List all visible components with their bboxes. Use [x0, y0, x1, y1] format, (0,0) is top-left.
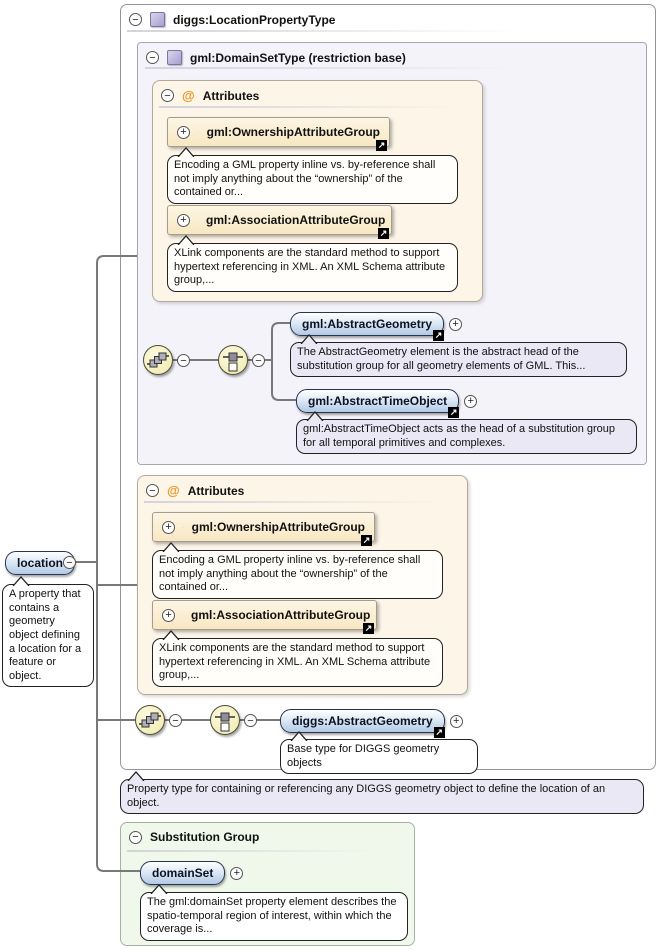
element-gml-abstract-time-object [296, 389, 477, 417]
header-separator [145, 67, 521, 69]
collapse-icon[interactable]: − [146, 484, 159, 497]
at-icon: @ [167, 483, 180, 498]
at-icon: @ [182, 88, 195, 103]
element-diggs-abstract-geometry [280, 709, 463, 737]
complextype-icon [167, 50, 182, 65]
link-arrow-icon[interactable]: ↗ [449, 407, 458, 417]
header-separator [127, 30, 523, 32]
bubble-tail [300, 334, 318, 344]
attribute-group-label: gml:AssociationAttributeGroup [206, 213, 386, 227]
collapse-icon[interactable]: − [129, 831, 142, 844]
link-arrow-icon[interactable]: ↗ [364, 623, 373, 633]
bubble-tail [306, 411, 324, 421]
element-domain-set [140, 861, 243, 885]
collapse-icon[interactable]: − [177, 354, 190, 367]
element-label: diggs:AbstractGeometry [292, 714, 433, 728]
choice-icon[interactable] [218, 345, 248, 375]
expand-icon[interactable]: + [177, 214, 190, 227]
element-pill[interactable] [280, 709, 445, 737]
collapse-icon[interactable]: − [252, 354, 265, 367]
collapse-icon[interactable]: − [63, 556, 76, 569]
attribute-group-association[interactable] [167, 205, 392, 238]
annotation-text: gml:AbstractTimeObject acts as the head of a substitution group for all temporal primitives and complexes. [303, 423, 616, 449]
element-label: gml:AbstractGeometry [302, 317, 433, 331]
annotation-text: Property type for containing or referencing any DIGGS geometry object to define the location of an object. [127, 783, 606, 809]
attribute-group-ownership[interactable] [152, 512, 375, 545]
expand-icon[interactable]: + [162, 521, 175, 534]
header-separator [159, 106, 459, 108]
restriction-base-header [138, 43, 646, 69]
annotation-text: XLink components are the standard method to support hypertext referencing in XML. An XML Schema attribute group,... [159, 642, 431, 682]
bubble-tail [177, 235, 195, 245]
element-label: location [17, 556, 64, 570]
element-gml-abstract-geometry [290, 312, 462, 340]
choice-icon[interactable] [210, 705, 240, 735]
annotation-text: The AbstractGeometry element is the abstract head of the substitution group for all geometry elements of GML. This... [297, 346, 586, 372]
link-arrow-icon[interactable]: ↗ [377, 140, 386, 150]
header-separator [127, 850, 377, 852]
bubble-tail [12, 576, 30, 586]
expand-icon[interactable]: + [449, 318, 462, 331]
complextype-title: diggs:LocationPropertyType [173, 12, 336, 27]
collapse-icon[interactable]: − [169, 714, 182, 727]
attribute-group-label: gml:OwnershipAttributeGroup [191, 520, 365, 534]
annotation-bubble [152, 638, 443, 687]
bubble-tail [162, 542, 180, 552]
expand-icon[interactable]: + [162, 609, 175, 622]
element-label: gml:AbstractTimeObject [308, 394, 448, 408]
attributes-header [138, 476, 467, 502]
annotation-bubble [167, 155, 458, 204]
link-arrow-icon[interactable]: ↗ [379, 228, 388, 238]
substitution-group-header [121, 823, 414, 848]
annotation-text: Encoding a GML property inline vs. by-reference shall not imply anything about the “ownership” of the contained or... [159, 554, 421, 594]
collapse-icon[interactable]: − [161, 89, 174, 102]
element-pill[interactable] [296, 389, 459, 417]
complextype-header [121, 5, 655, 31]
annotation-text: A property that contains a geometry object defining a location for a feature or object. [9, 588, 82, 682]
link-arrow-icon[interactable]: ↗ [362, 535, 371, 545]
bubble-tail [177, 147, 195, 157]
element-pill[interactable] [290, 312, 444, 340]
type-annotation-bubble [120, 779, 644, 814]
expand-icon[interactable]: + [230, 867, 243, 880]
element-pill[interactable] [140, 861, 225, 885]
attribute-group-icon [198, 125, 199, 140]
attribute-group-association[interactable] [152, 600, 377, 633]
link-arrow-icon[interactable]: ↗ [435, 727, 443, 737]
bubble-tail [150, 884, 168, 894]
annotation-bubble [280, 739, 478, 774]
annotation-text: Encoding a GML property inline vs. by-reference shall not imply anything about the “ownership” of the contained or... [174, 159, 436, 199]
sequence-icon[interactable] [143, 345, 173, 375]
annotation-text: XLink components are the standard method to support hypertext referencing in XML. An XML Schema attribute group,... [174, 247, 446, 287]
annotation-text: The gml:domainSet property element describes the spatio-temporal region of interest, within which the coverage is... [147, 896, 397, 936]
bubble-tail [127, 771, 145, 781]
attributes-header [153, 81, 482, 107]
bubble-tail [162, 630, 180, 640]
annotation-bubble [167, 243, 458, 292]
bubble-tail [290, 731, 308, 741]
annotation-bubble [2, 584, 94, 687]
attribute-group-icon [183, 520, 184, 535]
complextype-icon [150, 12, 165, 27]
attribute-group-label: gml:AssociationAttributeGroup [191, 608, 371, 622]
link-arrow-icon[interactable]: ↗ [434, 330, 443, 340]
expand-icon[interactable]: + [177, 126, 190, 139]
collapse-icon[interactable]: − [244, 714, 257, 727]
attributes-title: Attributes [202, 88, 260, 103]
annotation-text: Base type for DIGGS geometry objects [287, 743, 440, 769]
collapse-icon[interactable]: − [129, 13, 142, 26]
annotation-bubble [140, 892, 408, 941]
expand-icon[interactable]: + [464, 395, 477, 408]
restriction-base-title: gml:DomainSetType (restriction base) [190, 50, 406, 65]
expand-icon[interactable]: + [450, 715, 463, 728]
attributes-title: Attributes [187, 483, 245, 498]
substitution-group-title: Substitution Group [150, 830, 260, 844]
annotation-bubble [290, 342, 627, 377]
sequence-icon[interactable] [135, 705, 165, 735]
annotation-bubble [152, 550, 443, 599]
attribute-group-label: gml:OwnershipAttributeGroup [206, 125, 380, 139]
annotation-bubble [296, 419, 637, 454]
collapse-icon[interactable]: − [146, 51, 159, 64]
element-label: domainSet [152, 866, 214, 880]
header-separator [144, 501, 444, 503]
attribute-group-ownership[interactable] [167, 117, 390, 150]
